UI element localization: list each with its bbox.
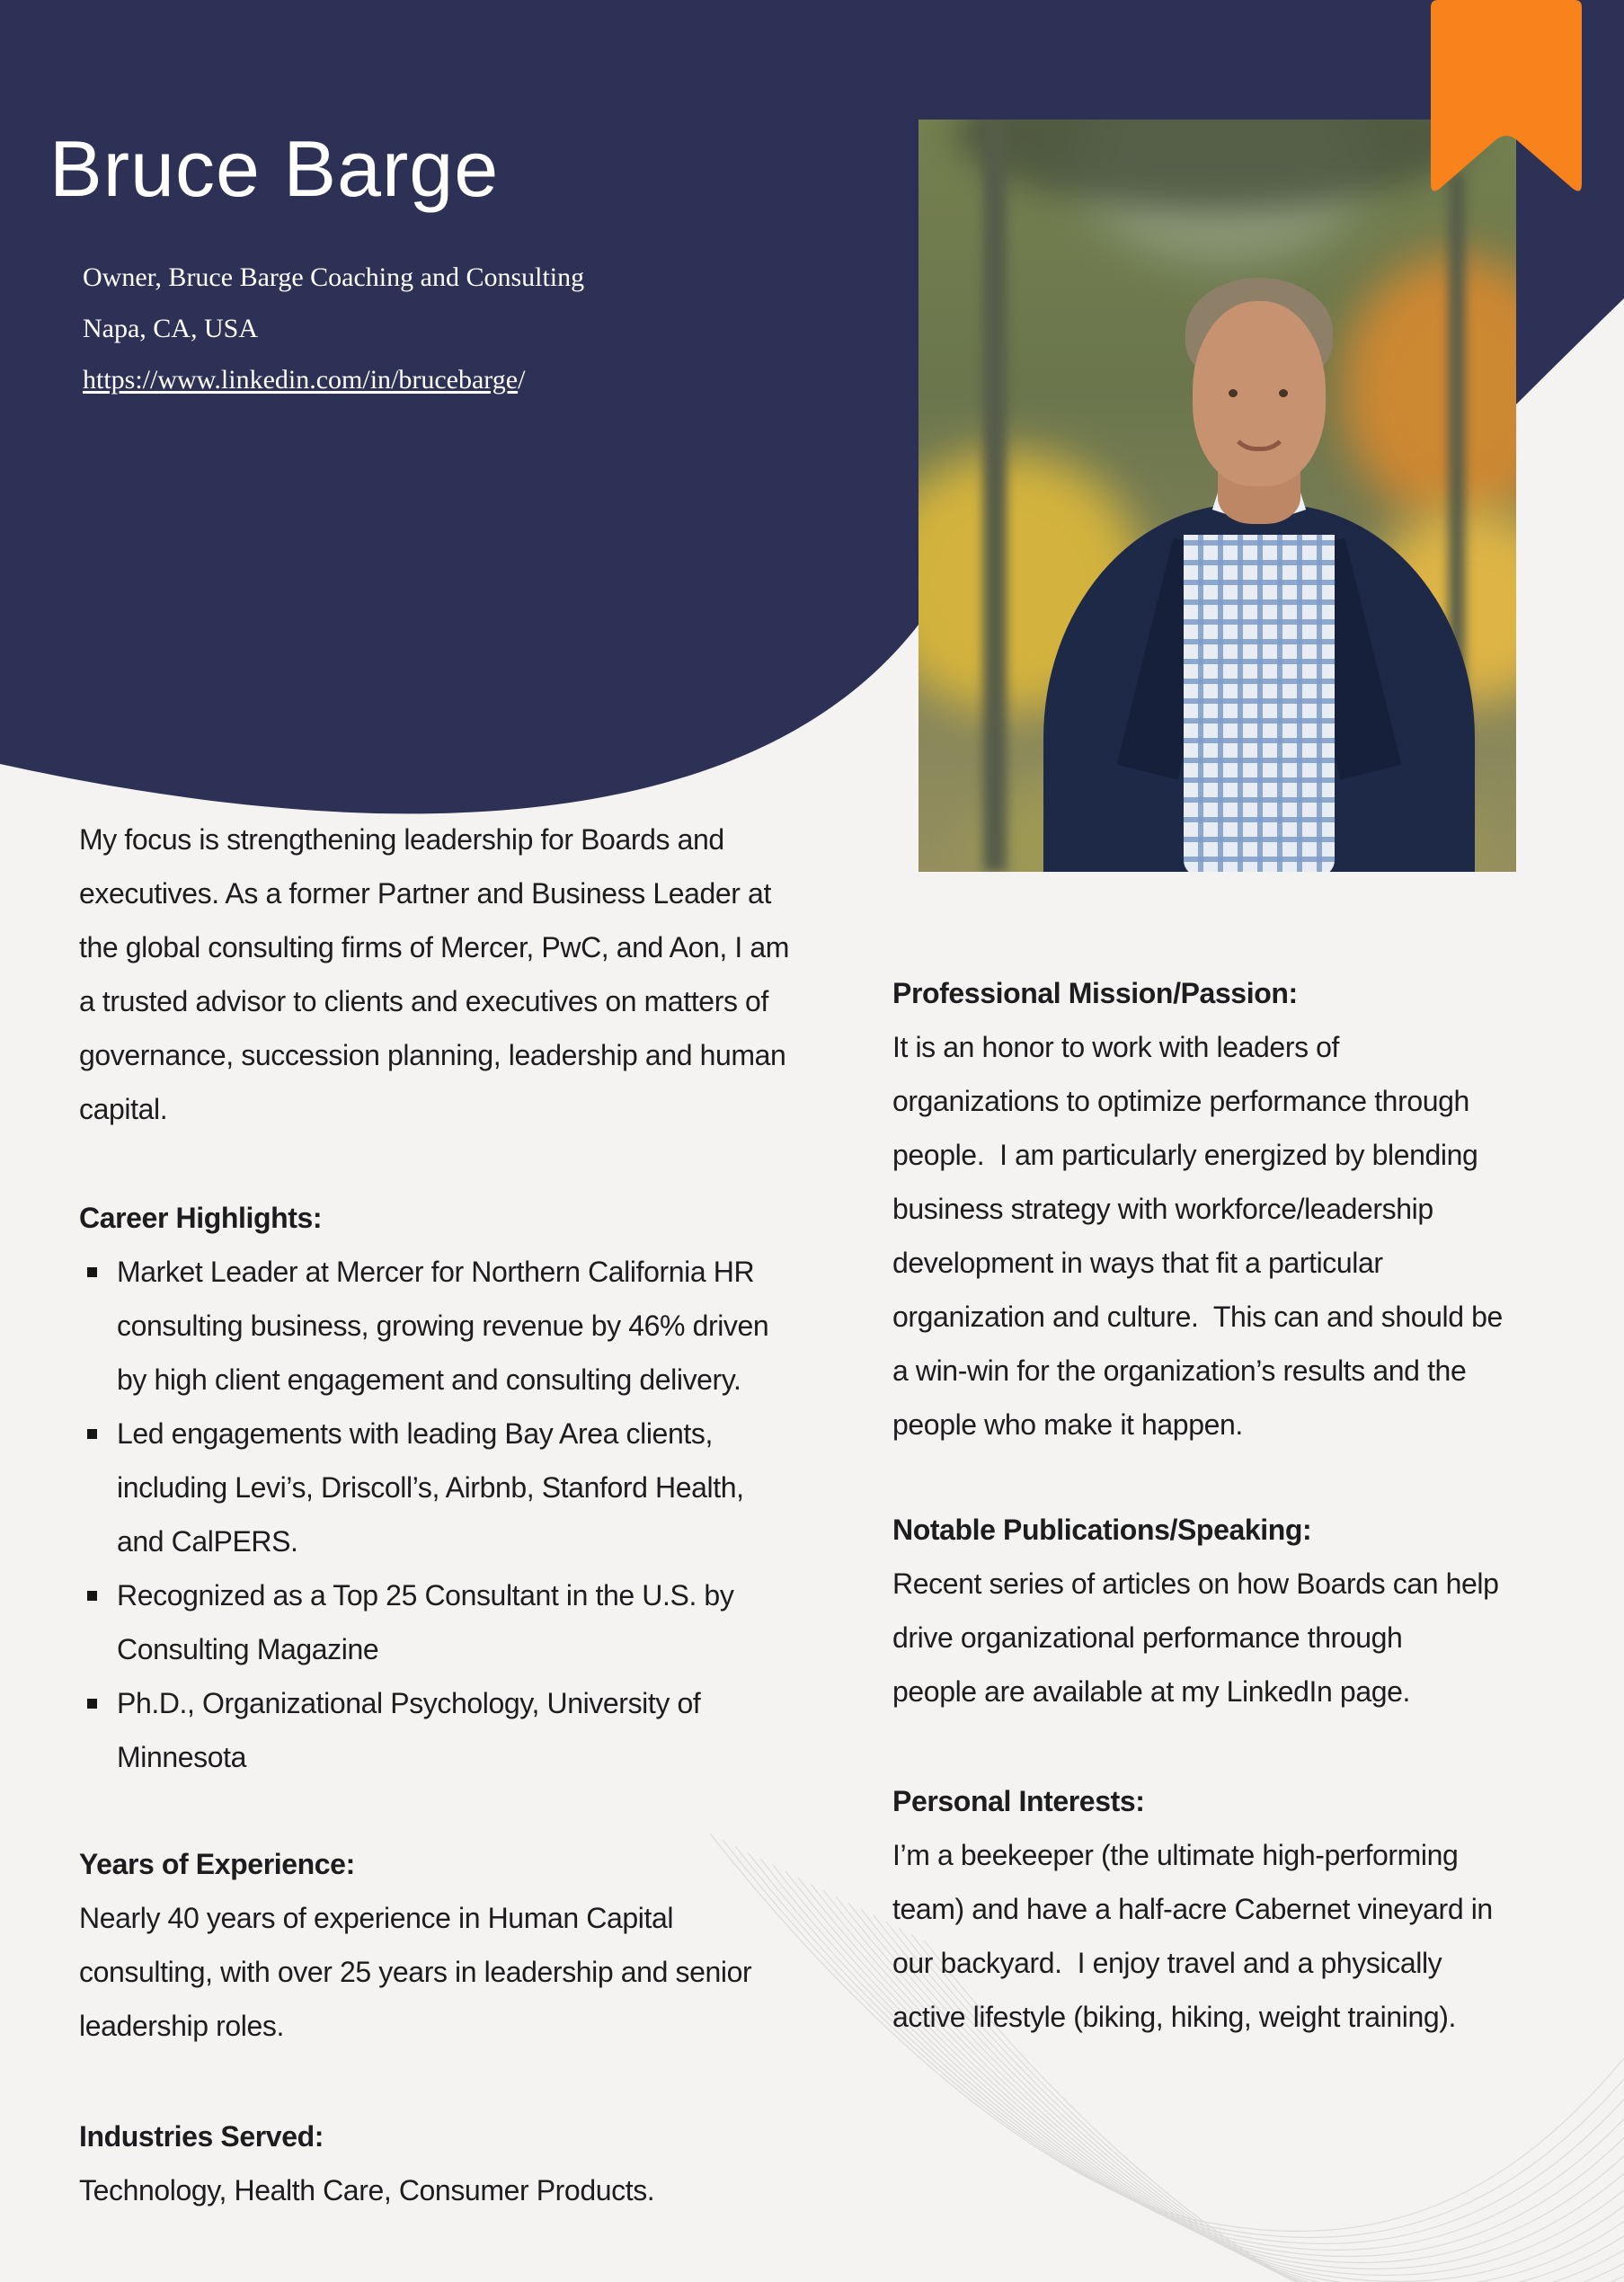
header-role: Owner, Bruce Barge Coaching and Consulting bbox=[83, 262, 585, 292]
interests-heading: Personal Interests: bbox=[892, 1785, 1145, 1817]
career-highlight-item bbox=[79, 1568, 768, 1676]
career-highlight-line: Recognized as a Top 25 Consultant in the U.S. by bbox=[117, 1579, 734, 1612]
header-location: Napa, CA, USA bbox=[83, 314, 258, 343]
intro-line: executives. As a former Partner and Business Leader at bbox=[79, 877, 771, 910]
career-highlight-line: by high client engagement and consulting delivery. bbox=[117, 1363, 741, 1396]
industries-heading: Industries Served: bbox=[79, 2120, 324, 2153]
portrait-eye-left bbox=[1229, 389, 1238, 397]
career-highlight-line: Consulting Magazine bbox=[117, 1633, 379, 1665]
publications-line: people are available at my LinkedIn page. bbox=[892, 1675, 1411, 1708]
publications-heading: Notable Publications/Speaking: bbox=[892, 1514, 1312, 1546]
header-link-line bbox=[83, 354, 584, 405]
mission-heading: Professional Mission/Passion: bbox=[892, 977, 1298, 1009]
intro-paragraph bbox=[79, 812, 789, 1136]
portrait-checked-shirt bbox=[1184, 535, 1335, 872]
mission-line: people who make it happen. bbox=[892, 1408, 1243, 1441]
interests-section bbox=[892, 1774, 1493, 2044]
publications-line: drive organizational performance through bbox=[892, 1621, 1403, 1654]
bullet-square-icon bbox=[87, 1267, 97, 1277]
publications-line: Recent series of articles on how Boards can help bbox=[892, 1567, 1499, 1600]
interests-line: active lifestyle (biking, hiking, weight training). bbox=[892, 2001, 1457, 2033]
interests-line: team) and have a half-acre Cabernet vineyard in bbox=[892, 1893, 1493, 1925]
interests-line: our backyard. I enjoy travel and a physically bbox=[892, 1947, 1442, 1979]
career-highlight-item bbox=[79, 1676, 768, 1784]
mission-line: organizations to optimize performance through bbox=[892, 1085, 1469, 1117]
career-highlights-section bbox=[79, 1191, 768, 1784]
career-highlight-item bbox=[79, 1407, 768, 1568]
bullet-square-icon bbox=[87, 1591, 97, 1601]
career-highlight-item bbox=[79, 1245, 768, 1407]
industries-line: Technology, Health Care, Consumer Products. bbox=[79, 2174, 655, 2207]
mission-line: It is an honor to work with leaders of bbox=[892, 1031, 1340, 1063]
mission-line: development in ways that fit a particular bbox=[892, 1247, 1383, 1279]
profile-photo bbox=[918, 120, 1516, 872]
portrait-face bbox=[1193, 301, 1326, 486]
bullet-square-icon bbox=[87, 1429, 97, 1439]
portrait-eye-right bbox=[1279, 389, 1288, 397]
linkedin-url-text: https://www.linkedin.com/in/brucebarge bbox=[83, 365, 519, 395]
career-highlights-list bbox=[79, 1245, 768, 1784]
mission-line: a win-win for the organization’s results and the bbox=[892, 1354, 1467, 1387]
career-highlight-line: Minnesota bbox=[117, 1741, 247, 1773]
publications-section bbox=[892, 1503, 1499, 1718]
industries-section bbox=[79, 2109, 654, 2217]
mission-line: business strategy with workforce/leadership bbox=[892, 1193, 1433, 1225]
career-highlight-line: Ph.D., Organizational Psychology, University of bbox=[117, 1687, 701, 1719]
career-highlights-heading: Career Highlights: bbox=[79, 1202, 323, 1234]
experience-section bbox=[79, 1837, 751, 2053]
intro-line: capital. bbox=[79, 1093, 168, 1125]
career-highlight-line: including Levi’s, Driscoll’s, Airbnb, Stanford Health, bbox=[117, 1471, 744, 1504]
career-highlight-line: and CalPERS. bbox=[117, 1525, 298, 1558]
portrait-person bbox=[960, 120, 1516, 872]
mission-line: people. I am particularly energized by blending bbox=[892, 1139, 1478, 1171]
career-highlight-line: Market Leader at Mercer for Northern California HR bbox=[117, 1256, 755, 1288]
experience-line: consulting, with over 25 years in leadership and senior bbox=[79, 1956, 752, 1988]
linkedin-url-suffix: / bbox=[518, 365, 526, 395]
mission-section bbox=[892, 966, 1503, 1452]
mission-line: organization and culture. This can and should be bbox=[892, 1301, 1503, 1333]
career-highlight-line: consulting business, growing revenue by 46% driven bbox=[117, 1310, 769, 1342]
header-subtitle bbox=[83, 252, 584, 405]
experience-line: Nearly 40 years of experience in Human Capital bbox=[79, 1902, 674, 1934]
bullet-square-icon bbox=[87, 1699, 97, 1709]
intro-line: the global consulting firms of Mercer, PwC, and Aon, I am bbox=[79, 931, 790, 963]
interests-line: I’m a beekeeper (the ultimate high-performing bbox=[892, 1839, 1459, 1871]
intro-line: My focus is strengthening leadership for Boards and bbox=[79, 823, 724, 856]
intro-line: a trusted advisor to clients and executives on matters of bbox=[79, 985, 768, 1017]
linkedin-link[interactable] bbox=[83, 365, 525, 395]
bookmark-ribbon-icon bbox=[1420, 0, 1600, 207]
experience-line: leadership roles. bbox=[79, 2010, 284, 2042]
experience-heading: Years of Experience: bbox=[79, 1848, 355, 1880]
page-title: Bruce Barge bbox=[49, 124, 500, 213]
intro-line: governance, succession planning, leadership and human bbox=[79, 1039, 786, 1071]
career-highlight-line: Led engagements with leading Bay Area clients, bbox=[117, 1417, 713, 1450]
